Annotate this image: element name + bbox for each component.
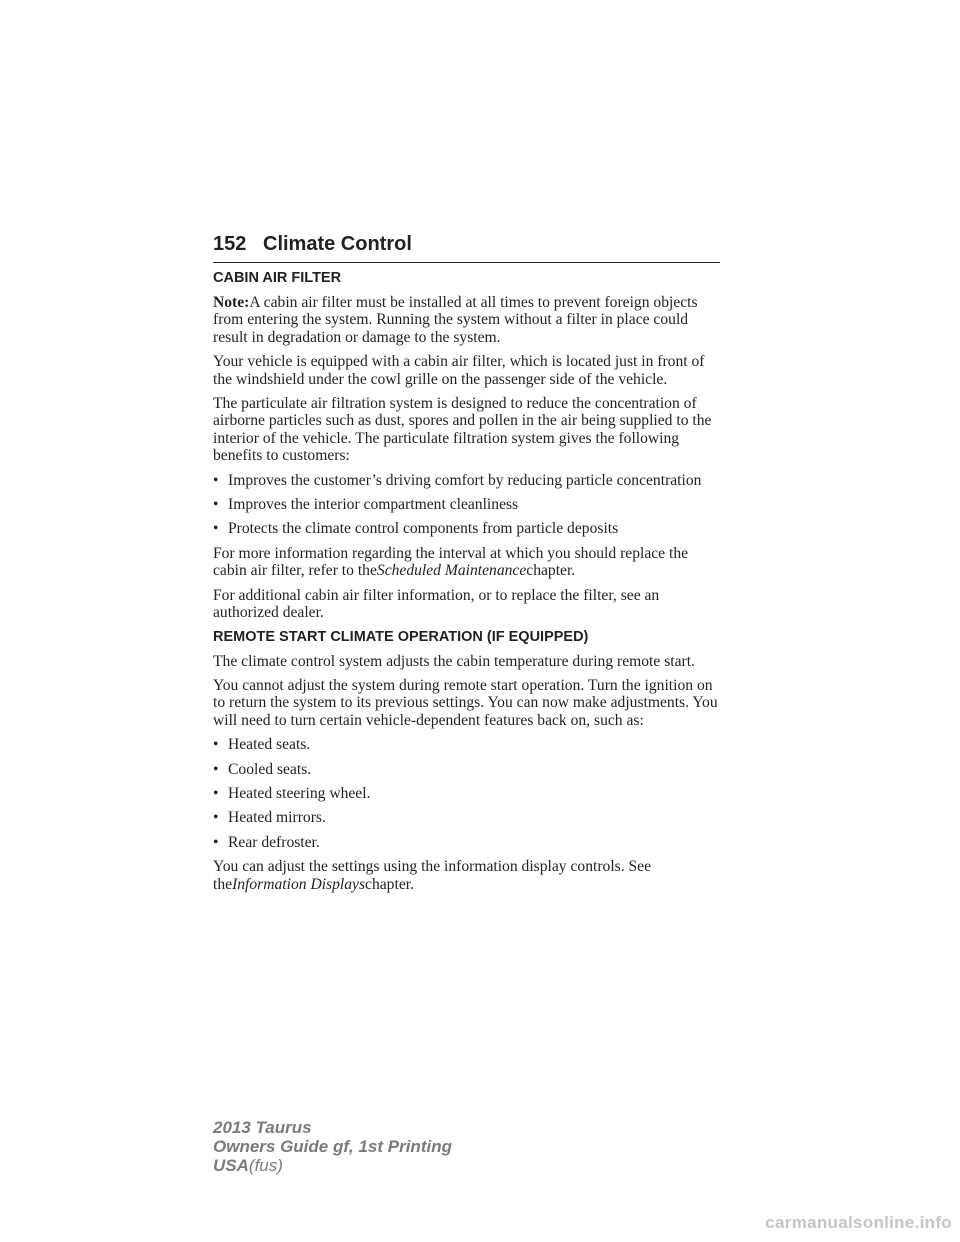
list-item [213, 496, 723, 513]
list-item-text: Improves the customer’s driving comfort by reducing particle concentration [228, 471, 702, 489]
list-item [213, 520, 723, 537]
note-text: A cabin air filter must be installed at all times to prevent foreign objects from entering the system. Running the system without a filter in place could result in degradation or damage to the system. [213, 294, 698, 346]
footer-region-tag: (fus) [248, 1156, 283, 1175]
remote-start-adjust-paragraph: You cannot adjust the system during remote start operation. Turn the ignition on to return the system to its previous settings. You can now make adjustments. You will need to turn certain vehicle-dependent features back on, such as: [213, 676, 718, 729]
bullet-icon: • [213, 809, 219, 827]
section-heading-remote-start: REMOTE START CLIMATE OPERATION (IF EQUIPPED) [213, 628, 589, 645]
bullet-icon: • [213, 496, 219, 514]
bullet-icon: • [213, 471, 219, 489]
bullet-icon: • [213, 520, 219, 538]
bullet-icon: • [213, 760, 219, 778]
information-displays-reference: Information Displays [232, 875, 366, 893]
paragraph-text: chapter. [526, 562, 576, 580]
list-item-text: Heated mirrors. [228, 809, 326, 827]
page-footer [213, 1118, 452, 1175]
bullet-icon: • [213, 784, 219, 802]
list-item-text: Heated seats. [228, 736, 311, 754]
filtration-system-paragraph: The particulate air filtration system is designed to reduce the concentration of airborne particles such as dust, spores and pollen in the air being supplied to the interior of the vehicle. The particulate filtration system gives the following benefits to customers: [213, 395, 712, 465]
list-item-text: Heated steering wheel. [228, 784, 371, 802]
remote-start-intro-paragraph: The climate control system adjusts the cabin temperature during remote start. [213, 652, 695, 670]
paragraph-text: You can adjust the settings using the information display controls. See the [213, 858, 652, 893]
list-item-text: Cooled seats. [228, 760, 312, 778]
scheduled-maintenance-reference: Scheduled Maintenance [376, 562, 527, 580]
list-item [213, 472, 723, 489]
footer-edition: Owners Guide gf, 1st Printing [213, 1137, 452, 1156]
list-item [213, 834, 723, 851]
section-heading-cabin-air-filter: CABIN AIR FILTER [213, 270, 342, 286]
dealer-paragraph: For additional cabin air filter information, or to replace the filter, see an authorized dealer. [213, 586, 660, 622]
footer-region-name: USA [213, 1156, 249, 1175]
bullet-icon: • [213, 736, 219, 754]
watermark: carmanualsonline.info [765, 1213, 952, 1232]
maintenance-reference-paragraph [213, 545, 723, 580]
list-item-text: Protects the climate control components from particle deposits [228, 520, 619, 538]
list-item [213, 736, 723, 753]
bullet-icon: • [213, 833, 219, 851]
footer-region [213, 1156, 452, 1175]
list-item [213, 761, 723, 778]
paragraph-text: chapter. [365, 875, 414, 893]
note-paragraph [213, 294, 723, 346]
cabin-filter-location-paragraph: Your vehicle is equipped with a cabin air filter, which is located just in front of the windshield under the cowl grille on the passenger side of the vehicle. [213, 353, 705, 388]
page-header [213, 232, 720, 263]
features-list [213, 736, 723, 851]
benefits-list [213, 472, 723, 538]
chapter-title: Climate Control [263, 233, 412, 255]
information-display-reference-paragraph [213, 858, 723, 893]
list-item [213, 785, 723, 802]
page-number: 152 [213, 233, 247, 255]
page-content [213, 270, 723, 900]
list-item-text: Rear defroster. [228, 833, 320, 851]
footer-model: 2013 Taurus [213, 1118, 312, 1137]
paragraph-text: For more information regarding the interval at which you should replace the cabin air filter, refer to the [213, 544, 689, 580]
list-item-text: Improves the interior compartment cleanliness [228, 496, 519, 514]
list-item [213, 809, 723, 826]
note-label: Note: [213, 294, 250, 311]
